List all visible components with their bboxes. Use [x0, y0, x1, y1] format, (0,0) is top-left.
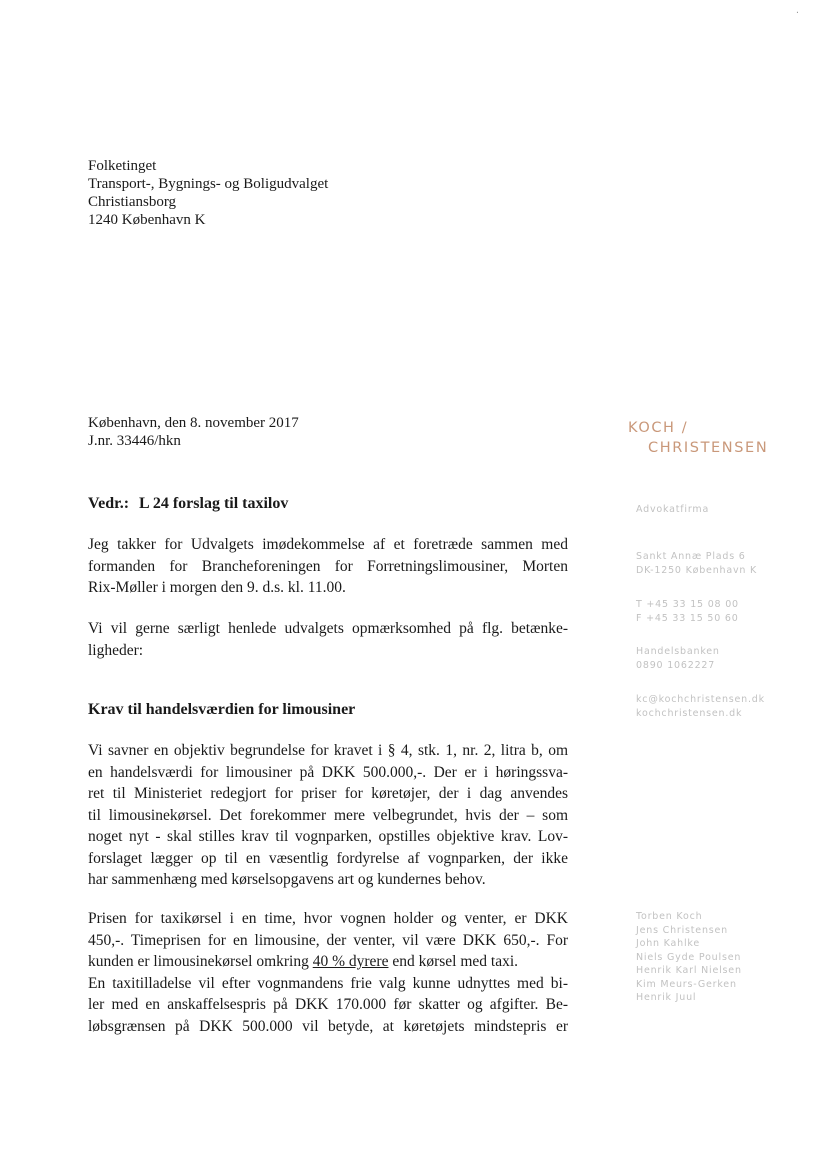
- firm-contact: [636, 598, 739, 625]
- subject-line: [88, 495, 288, 513]
- recipient-line: 1240 København K: [88, 212, 206, 228]
- text-line: Vi savner en objektiv begrundelse for kravet i § 4, stk. 1, nr. 2, litra b, om: [88, 742, 568, 759]
- partner-name: Jens Christensen: [636, 924, 728, 936]
- subject-text: L 24 forslag til taxilov: [139, 495, 289, 512]
- firm-address: [636, 550, 757, 577]
- text-line: ler med en anskaffelsespris på DKK 170.000 før skatter og afgifter. Be-: [88, 996, 568, 1013]
- text-segment: end kørsel med taxi.: [388, 953, 519, 970]
- text-line: Vi vil gerne særligt henlede udvalgets opmærksomhed på flg. betænke-: [88, 620, 568, 637]
- corner-mark: ·: [795, 8, 799, 19]
- address-line: DK-1250 København K: [636, 564, 758, 576]
- text-line: formanden for Brancheforeningen for Forretningslimousiner, Morten: [88, 557, 568, 575]
- text-line: 450,-. Timeprisen for en limousine, der venter, vil være DKK 650,-. For: [88, 931, 568, 949]
- text-line: Jeg takker for Udvalgets imødekommelse af et foretræde sammen med: [88, 536, 568, 553]
- phone-number: T +45 33 15 08 00: [636, 599, 739, 610]
- firm-logo: [628, 418, 768, 458]
- paragraph-price-comparison: [88, 908, 568, 1037]
- firm-online: [636, 693, 765, 720]
- partner-name: John Kahlke: [636, 938, 701, 949]
- subject-label: Vedr.:: [88, 495, 130, 512]
- text-line: forslaget lægger op til en væsentlig fordyrelse af vognparken, der ikke: [88, 849, 568, 867]
- text-line: [88, 951, 568, 973]
- recipient-line: Christiansborg: [88, 194, 177, 210]
- recipient-line: Transport-, Bygnings- og Boligudvalget: [88, 176, 329, 192]
- letter-date: København, den 8. november 2017: [88, 415, 299, 431]
- text-line: til limousinekørsel. Det forekommer mere velbegrundet, hvis der – som: [88, 806, 568, 824]
- text-line: har sammenhæng med kørselsopgavens art og kundernes behov.: [88, 871, 486, 888]
- text-line: en handelsværdi for limousiner på DKK 500.000,-. Der er i høringssva-: [88, 763, 568, 781]
- paragraph-concerns: [88, 618, 568, 661]
- partner-name: Henrik Juul: [636, 992, 697, 1003]
- address-line: Sankt Annæ Plads 6: [636, 551, 746, 562]
- section-heading: Krav til handelsværdien for limousiner: [88, 701, 356, 718]
- journal-number: J.nr. 33446/hkn: [88, 433, 181, 449]
- partner-name: Henrik Karl Nielsen: [636, 965, 742, 976]
- text-segment: kunden er limousinekørsel omkring: [88, 953, 313, 970]
- partner-name: Niels Gyde Poulsen: [636, 951, 742, 963]
- text-line: Prisen for taxikørsel i en time, hvor vognen holder og venter, er DKK: [88, 910, 568, 927]
- firm-type: Advokatfirma: [636, 504, 710, 515]
- logo-line-1: KOCH /: [628, 420, 689, 436]
- email-link[interactable]: kc@kochchristensen.dk: [636, 694, 765, 705]
- bank-name: Handelsbanken: [636, 646, 720, 657]
- paragraph-intro: [88, 534, 568, 599]
- partner-list: [636, 910, 742, 1005]
- text-line: noget nyt - skal stilles krav til vognparken, opstilles objektive krav. Lov-: [88, 828, 568, 845]
- text-line: ligheder:: [88, 641, 144, 659]
- underlined-text: 40 % dyrere: [312, 953, 389, 970]
- logo-line-2: CHRISTENSEN: [648, 440, 769, 456]
- text-line: løbsgrænsen på DKK 500.000 vil betyde, at køretøjets mindstepris er: [88, 1017, 568, 1035]
- text-line: Rix-Møller i morgen den 9. d.s. kl. 11.00.: [88, 579, 346, 596]
- recipient-line: Folketinget: [88, 158, 157, 174]
- text-line: ret til Ministeriet redegjort for priser for køretøjer, der i dag anvendes: [88, 785, 568, 802]
- website-link[interactable]: kochchristensen.dk: [636, 707, 743, 719]
- recipient-address: [88, 157, 328, 229]
- partner-name: Kim Meurs-Gerken: [636, 978, 737, 990]
- fax-number: F +45 33 15 50 60: [636, 612, 739, 624]
- firm-bank: [636, 645, 720, 672]
- date-reference: [88, 414, 299, 450]
- partner-name: Torben Koch: [636, 911, 703, 922]
- text-line: En taxitilladelse vil efter vognmandens frie valg kunne udnyttes med bi-: [88, 974, 568, 992]
- bank-account: 0890 1062227: [636, 659, 716, 671]
- paragraph-limousine-value: [88, 740, 568, 891]
